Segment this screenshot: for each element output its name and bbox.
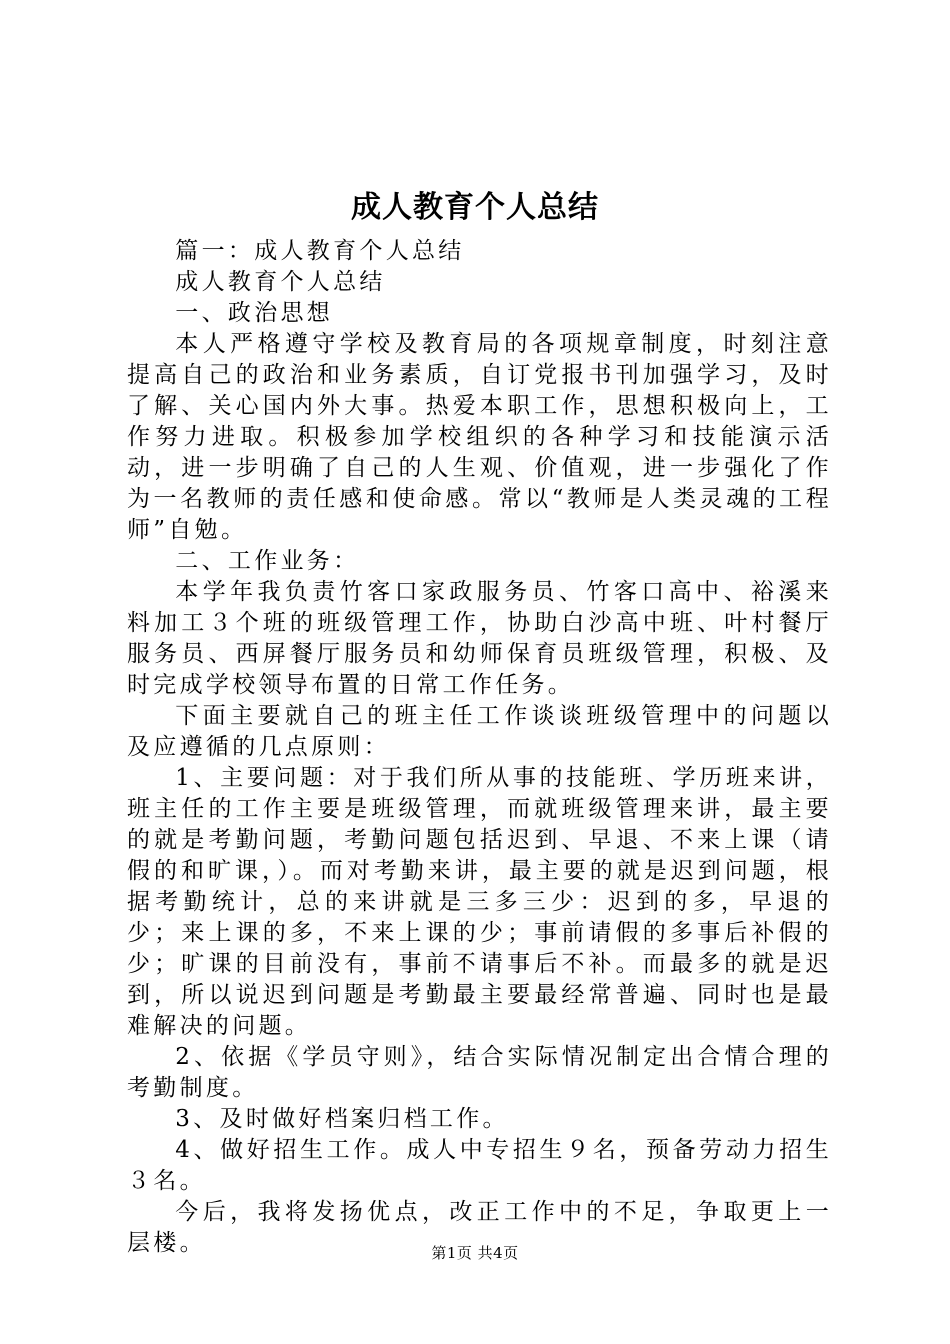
document-title: 成人教育个人总结 <box>351 190 599 225</box>
page-footer: 第1页 共4页 <box>431 1244 519 1262</box>
paragraph-item-4: 4、做好招生工作。成人中专招生９名，预备劳动力招生３名。 <box>127 1137 832 1194</box>
paragraph-subtitle: 成人教育个人总结 <box>175 269 386 295</box>
paragraph-politics-heading: 一、政治思想 <box>175 300 334 326</box>
paragraph-management-intro: 下面主要就自己的班主任工作谈谈班级管理中的问题以及应遵循的几点原则： <box>127 703 832 760</box>
paragraph-item-3: 3、及时做好档案归档工作。 <box>175 1106 509 1132</box>
paragraph-item-2: 2、依据《学员守则》，结合实际情况制定出合情合理的考勤制度。 <box>127 1044 832 1101</box>
paragraph-politics-body: 本人严格遵守学校及教育局的各项规章制度，时刻注意提高自己的政治和业务素质，自订党报书刊加强学习，及时了解、关心国内外大事。热爱本职工作，思想积极向上，工作努力进取。积极参加学校组织的各种学习和技能演示活动，进一步明确了自己的人生观、价值观，进一步强化了作为一名教师的责任感和使命感。常以“教师是人类灵魂的工程师”自勉。 <box>127 331 832 543</box>
paragraph-work-body: 本学年我负责竹客口家政服务员、竹客口高中、裕溪来料加工３个班的班级管理工作，协助白沙高中班、叶村餐厅服务员、西屏餐厅服务员和幼师保育员班级管理，积极、及时完成学校领导布置的日常工作任务。 <box>127 579 832 698</box>
document-body <box>127 236 832 1259</box>
paragraph-work-heading: 二、工作业务： <box>175 548 360 574</box>
paragraph-item-1: 1、主要问题：对于我们所从事的技能班、学历班来讲，班主任的工作主要是班级管理，而就班级管理来讲，最主要的就是考勤问题，考勤问题包括迟到、早退、不来上课（请假的和旷课，）。而对考勤来讲，最主要的就是迟到问题，根据考勤统计，总的来讲就是三多三少：迟到的多，早退的少；来上课的多，不来上课的少；事前请假的多事后补假的少；旷课的目前没有，事前不请事后不补。而最多的就是迟到，所以说迟到问题是考勤最主要最经常普遍、同时也是最难解决的问题。 <box>127 765 832 1039</box>
paragraph-section-heading: 篇一：成人教育个人总结 <box>175 238 465 264</box>
paragraph-closing: 今后，我将发扬优点，改正工作中的不足，争取更上一层楼。 <box>127 1199 832 1256</box>
